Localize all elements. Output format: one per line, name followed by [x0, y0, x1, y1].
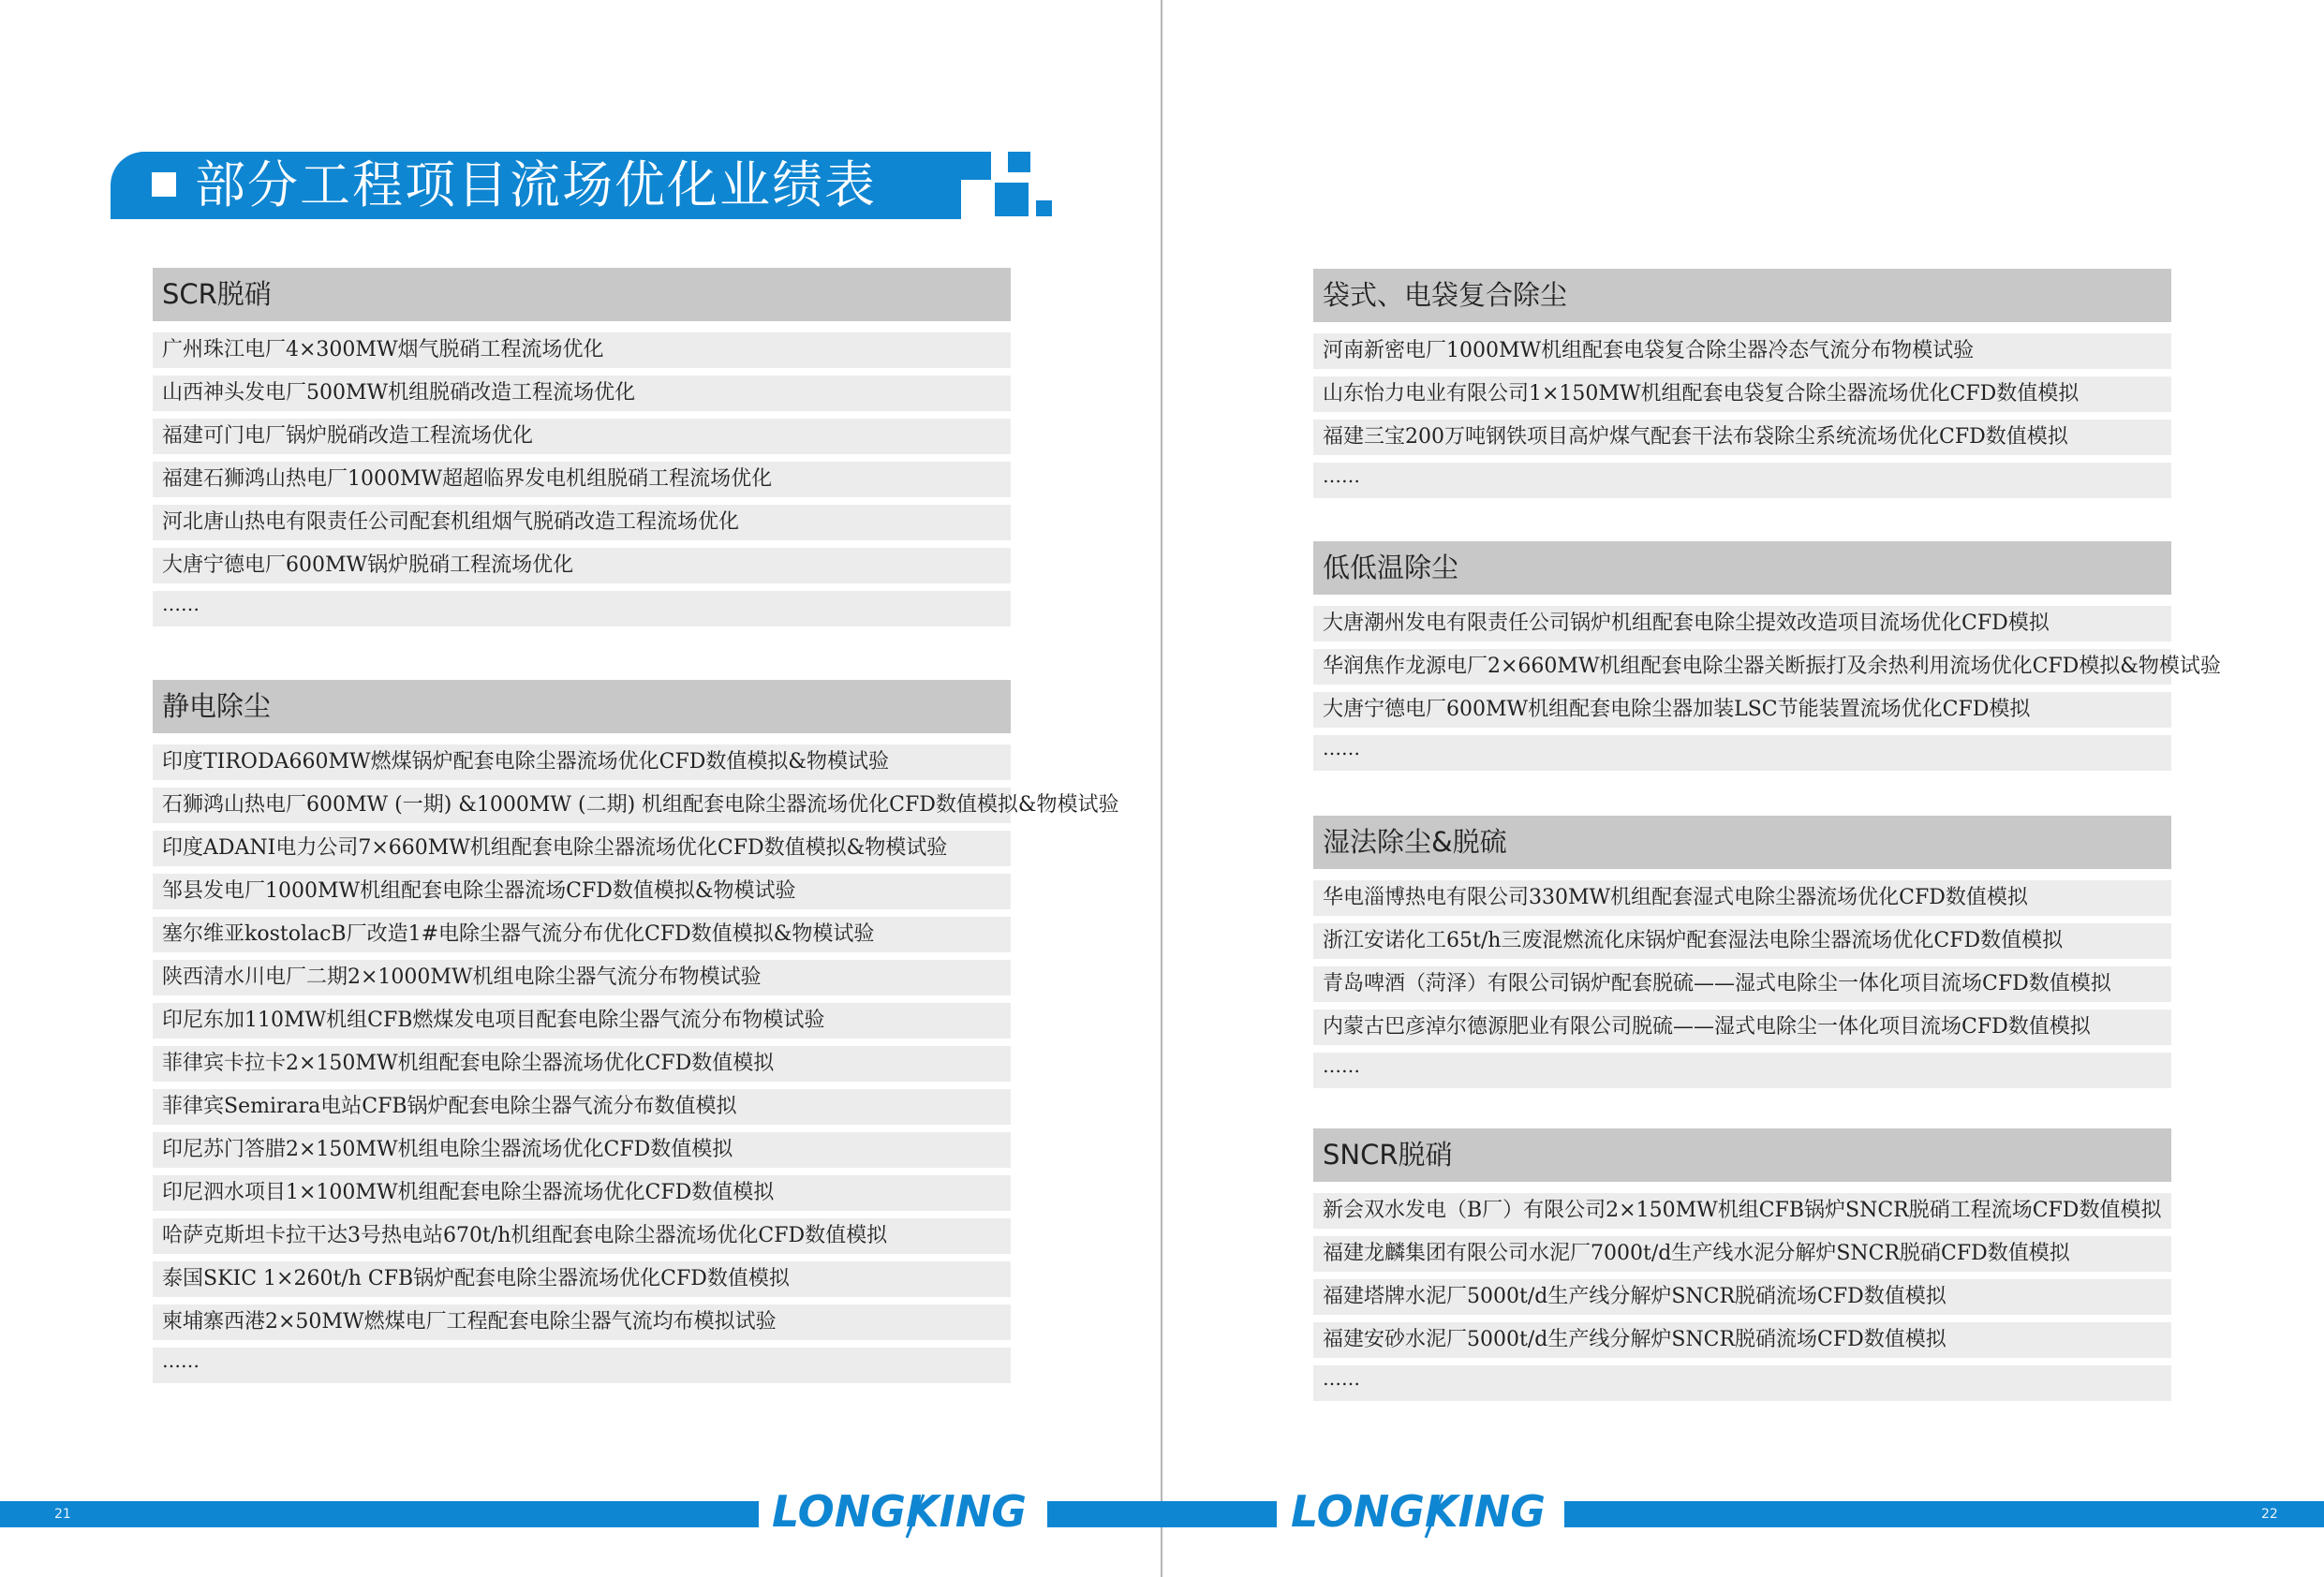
- list-item: 印尼苏门答腊2×150MW机组电除尘器流场优化CFD数值模拟: [153, 1132, 1011, 1168]
- list-item: 菲律宾卡拉卡2×150MW机组配套电除尘器流场优化CFD数值模拟: [153, 1046, 1011, 1082]
- footer-band-left: [0, 1501, 759, 1527]
- list-item: 华电淄博热电有限公司330MW机组配套湿式电除尘器流场优化CFD数值模拟: [1313, 880, 2171, 916]
- list-item: 内蒙古巴彦淖尔德源肥业有限公司脱硫——湿式电除尘一体化项目流场CFD数值模拟: [1313, 1010, 2171, 1045]
- list-item: 印度ADANI电力公司7×660MW机组配套电除尘器流场优化CFD数值模拟&物模试验: [153, 831, 1011, 866]
- page-title: 部分工程项目流场优化业绩表: [195, 155, 877, 214]
- list-item: 河南新密电厂1000MW机组配套电袋复合除尘器冷态气流分布物模试验: [1313, 333, 2171, 369]
- list-item: 大唐潮州发电有限责任公司锅炉机组配套电除尘提效改造项目流场优化CFD模拟: [1313, 606, 2171, 641]
- list-item: 青岛啤酒（菏泽）有限公司锅炉配套脱硫——湿式电除尘一体化项目流场CFD数值模拟: [1313, 966, 2171, 1002]
- list-item: 印尼东加110MW机组CFB燃煤发电项目配套电除尘器气流分布物模试验: [153, 1003, 1011, 1039]
- list-item-ellipsis: ……: [1313, 1365, 2171, 1401]
- list-item-ellipsis: ……: [1313, 463, 2171, 498]
- section-bag-filter: [1313, 269, 2171, 506]
- list-item-ellipsis: ……: [1313, 735, 2171, 771]
- page-number-right: 22: [2261, 1507, 2278, 1522]
- list-item: 福建安砂水泥厂5000t/d生产线分解炉SNCR脱硝流场CFD数值模拟: [1313, 1322, 2171, 1358]
- list-item-ellipsis: ……: [153, 1348, 1011, 1383]
- section-header: 静电除尘: [153, 680, 1011, 733]
- list-item: 柬埔寨西港2×50MW燃煤电厂工程配套电除尘器气流均布模拟试验: [153, 1304, 1011, 1340]
- list-item: 广州珠江电厂4×300MW烟气脱硝工程流场优化: [153, 332, 1011, 368]
- section-electrostatic-precipitator: [153, 680, 1119, 1391]
- list-item-ellipsis: ……: [153, 591, 1011, 626]
- list-item: 福建三宝200万吨钢铁项目高炉煤气配套干法布袋除尘系统流场优化CFD数值模拟: [1313, 420, 2171, 455]
- list-item: 菲律宾Semirara电站CFB锅炉配套电除尘器气流分布数值模拟: [153, 1089, 1011, 1125]
- logo-text: LONGKING: [1291, 1486, 1547, 1537]
- page-spine: [1161, 0, 1162, 1577]
- page-number-left: 21: [54, 1507, 71, 1522]
- footer-band-center: [1047, 1501, 1277, 1527]
- footer-band-right: [1564, 1501, 2324, 1527]
- list-item: 福建龙麟集团有限公司水泥厂7000t/d生产线水泥分解炉SNCR脱硝CFD数值模拟: [1313, 1236, 2171, 1272]
- title-square-bullet: [152, 172, 176, 197]
- list-item: 华润焦作龙源电厂2×660MW机组配套电除尘器关断振打及余热利用流场优化CFD模拟&物模试验: [1313, 649, 2171, 685]
- list-item: 塞尔维亚kostolacB厂改造1#电除尘器气流分布优化CFD数值模拟&物模试验: [153, 917, 1011, 952]
- list-item-ellipsis: ……: [1313, 1053, 2171, 1088]
- section-wet-desulfurization: [1313, 816, 2171, 1096]
- section-header: SCR脱硝: [153, 268, 1011, 321]
- logo-text: LONGKING: [772, 1486, 1028, 1537]
- list-item: 陕西清水川电厂二期2×1000MW机组电除尘器气流分布物模试验: [153, 960, 1011, 995]
- list-item: 福建可门电厂锅炉脱硝改造工程流场优化: [153, 419, 1011, 454]
- list-item: 山西神头发电厂500MW机组脱硝改造工程流场优化: [153, 376, 1011, 411]
- list-item: 河北唐山热电有限责任公司配套机组烟气脱硝改造工程流场优化: [153, 505, 1011, 540]
- section-header: SNCR脱硝: [1313, 1128, 2171, 1182]
- section-header: 袋式、电袋复合除尘: [1313, 269, 2171, 322]
- list-item: 印尼泗水项目1×100MW机组配套电除尘器流场优化CFD数值模拟: [153, 1175, 1011, 1211]
- list-item: 福建石狮鸿山热电厂1000MW超超临界发电机组脱硝工程流场优化: [153, 462, 1011, 497]
- list-item: 浙江安诺化工65t/h三废混燃流化床锅炉配套湿法电除尘器流场优化CFD数值模拟: [1313, 923, 2171, 959]
- list-item: 大唐宁德电厂600MW锅炉脱硝工程流场优化: [153, 548, 1011, 583]
- longking-logo-left: [766, 1481, 1030, 1545]
- list-item: 印度TIRODA660MW燃煤锅炉配套电除尘器流场优化CFD数值模拟&物模试验: [153, 744, 1011, 780]
- section-sncr-denitration: [1313, 1128, 2171, 1408]
- list-item: 邹县发电厂1000MW机组配套电除尘器流场CFD数值模拟&物模试验: [153, 874, 1011, 909]
- list-item: 石狮鸿山热电厂600MW (一期) &1000MW (二期) 机组配套电除尘器流场优化CFD数值模拟&物模试验: [153, 788, 1011, 823]
- list-item: 福建塔牌水泥厂5000t/d生产线分解炉SNCR脱硝流场CFD数值模拟: [1313, 1279, 2171, 1315]
- list-item: 泰国SKIC 1×260t/h CFB锅炉配套电除尘器流场优化CFD数值模拟: [153, 1261, 1011, 1297]
- list-item: 大唐宁德电厂600MW机组配套电除尘器加装LSC节能装置流场优化CFD模拟: [1313, 692, 2171, 728]
- title-bar: [111, 152, 961, 219]
- list-item: 山东怡力电业有限公司1×150MW机组配套电袋复合除尘器流场优化CFD数值模拟: [1313, 376, 2171, 412]
- section-header: 湿法除尘&脱硫: [1313, 816, 2171, 869]
- list-item: 哈萨克斯坦卡拉干达3号热电站670t/h机组配套电除尘器流场优化CFD数值模拟: [153, 1218, 1011, 1254]
- section-low-low-temperature: [1313, 541, 2221, 778]
- section-header: 低低温除尘: [1313, 541, 2171, 595]
- longking-logo-right: [1285, 1481, 1549, 1545]
- list-item: 新会双水发电（B厂）有限公司2×150MW机组CFB锅炉SNCR脱硝工程流场CFD数值模拟: [1313, 1193, 2171, 1229]
- section-scr-denitration: [153, 268, 1011, 634]
